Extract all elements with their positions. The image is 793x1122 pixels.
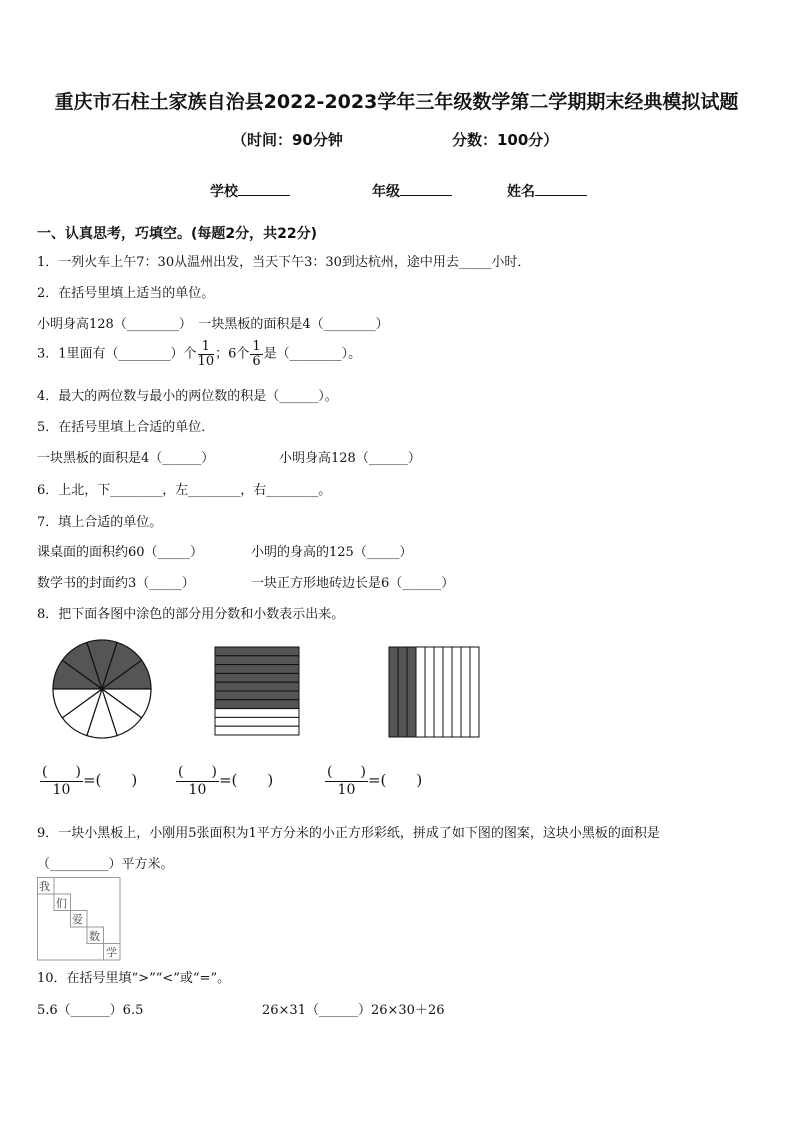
- column-strip: [407, 647, 416, 737]
- question-4: 4．最大的两位数与最小的两位数的积是（______）。: [37, 389, 338, 404]
- question-6: 6．上北，下________，左________，右________。: [37, 483, 332, 498]
- char-ai: 爱: [72, 913, 83, 926]
- question-10-stem: 10．在括号里填“>”“<”或“=”。: [37, 971, 231, 986]
- answer-numerator[interactable]: ( ): [178, 764, 217, 780]
- question-10-a: 5.6（______）6.5: [37, 1003, 144, 1018]
- stripe-row: [215, 691, 299, 700]
- frac-numerator: 1: [252, 339, 261, 354]
- name-field: [507, 181, 587, 201]
- question-8-stem: 8．把下面各图中涂色的部分用分数和小数表示出来。: [37, 607, 345, 622]
- shaded-pie-figure: [44, 638, 160, 740]
- grade-blank[interactable]: [400, 181, 452, 196]
- name-label: 姓名: [507, 184, 535, 200]
- column-strip: [470, 647, 479, 737]
- stripe-row: [215, 717, 299, 726]
- question-9-line1: 9．一块小黑板上，小刚用5张面积为1平方分米的小正方形彩纸，拼成了如下图的图案，这块小黑板的面积是: [37, 826, 660, 841]
- answer-denominator: 10: [188, 781, 207, 798]
- answer-denominator: 10: [337, 781, 356, 798]
- char-xue: 学: [106, 946, 117, 959]
- question-7-a: 课桌面的面积约60（_____）: [37, 545, 204, 560]
- column-strip: [452, 647, 461, 737]
- column-strip: [416, 647, 425, 737]
- q3-suffix: 是（________）。: [263, 346, 362, 362]
- question-7-d: 一块正方形地砖边长是6（______）: [251, 576, 455, 591]
- column-strip: [389, 647, 398, 737]
- frac-denominator: 10: [197, 353, 215, 369]
- frac-numerator: 1: [198, 340, 215, 355]
- exam-time: （时间：90分钟: [232, 131, 343, 149]
- stripe-row: [215, 682, 299, 691]
- column-strip: [425, 647, 434, 737]
- q8-answer-3: [325, 764, 422, 799]
- name-blank[interactable]: [535, 181, 587, 196]
- grade-label: 年级: [372, 184, 400, 200]
- stripe-row: [215, 656, 299, 665]
- column-strip: [398, 647, 407, 737]
- page-title: 重庆市石柱土家族自治县2022-2023学年三年级数学第二学期期末经典模拟试题: [54, 91, 739, 113]
- question-2-line: 小明身高128（________） 一块黑板的面积是4（________）: [37, 317, 389, 332]
- question-5-b: 小明身高128（______）: [279, 451, 421, 466]
- question-9-line2: （_________）平方米。: [37, 857, 174, 872]
- school-label: 学校: [210, 184, 238, 200]
- answer-denominator: 10: [52, 781, 71, 798]
- char-men: 们: [56, 897, 67, 910]
- frac-denominator: 6: [252, 353, 261, 369]
- question-10-b: 26×31（______）26×30＋26: [262, 1003, 445, 1018]
- char-wo: 我: [39, 880, 50, 893]
- column-strip: [443, 647, 452, 737]
- stripe-row: [215, 673, 299, 682]
- q3-prefix: 3．1里面有（________）个: [37, 346, 197, 362]
- stripe-row: [215, 665, 299, 674]
- grade-field: [372, 181, 452, 201]
- fraction-one-tenth: [198, 340, 215, 368]
- question-5-stem: 5．在括号里填上合适的单位．: [37, 420, 215, 435]
- q3-middle: ；6个: [215, 346, 250, 362]
- staircase-chars: [37, 877, 121, 961]
- answer-decimal[interactable]: =( ): [82, 770, 138, 789]
- school-field: [210, 181, 290, 201]
- question-7-c: 数学书的封面约3（_____）: [37, 576, 195, 591]
- column-strip: [461, 647, 470, 737]
- answer-numerator[interactable]: ( ): [42, 764, 81, 780]
- question-5-a: 一块黑板的面积是4（______）: [37, 451, 215, 466]
- stripe-row: [215, 647, 299, 656]
- char-shu: 数: [89, 930, 100, 943]
- answer-fraction: [176, 764, 219, 799]
- q8-answer-2: [176, 764, 273, 799]
- question-3: [37, 340, 361, 368]
- question-7-stem: 7．填上合适的单位。: [37, 515, 163, 530]
- stripe-row: [215, 709, 299, 718]
- stripe-row: [215, 726, 299, 735]
- answer-fraction: [325, 764, 368, 799]
- question-1: 1．一列火车上午7：30从温州出发，当天下午3：30到达杭州，途中用去_____小时．: [37, 255, 531, 270]
- q8-answer-1: [40, 764, 137, 799]
- answer-decimal[interactable]: =( ): [218, 770, 274, 789]
- shaded-columns-figure: [388, 646, 480, 738]
- fraction-one-sixth: [250, 340, 262, 368]
- section-heading: 一、认真思考，巧填空。(每题2分，共22分): [37, 226, 318, 242]
- answer-decimal[interactable]: =( ): [367, 770, 423, 789]
- shaded-stripes-figure: [214, 646, 300, 736]
- school-blank[interactable]: [238, 181, 290, 196]
- question-7-b: 小明的身高的125（_____）: [251, 545, 413, 560]
- exam-score: 分数：100分）: [452, 131, 559, 149]
- answer-fraction: [40, 764, 83, 799]
- stripe-row: [215, 700, 299, 709]
- column-strip: [434, 647, 443, 737]
- question-2-stem: 2．在括号里填上适当的单位。: [37, 286, 215, 301]
- answer-numerator[interactable]: ( ): [327, 764, 366, 780]
